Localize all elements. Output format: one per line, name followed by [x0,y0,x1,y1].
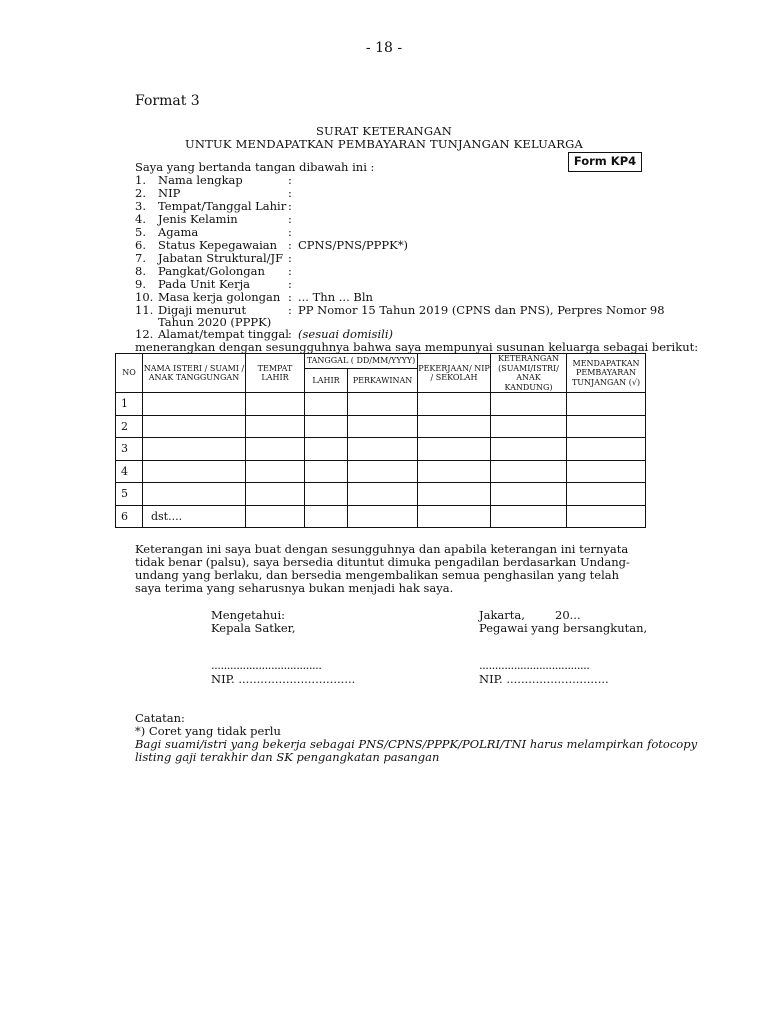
field-label: Masa kerja golongan [158,290,281,304]
field-value: (sesuai domisili) [298,327,393,341]
table-row [116,438,646,461]
row-number: 2 [116,415,143,438]
field-number: 5. [135,225,146,239]
field-colon: : [288,327,292,341]
sign-right-title: Pegawai yang bersangkutan, [479,621,648,635]
field-service-length [135,290,635,303]
sign-right-nip: NIP. ............................ [479,672,609,686]
header-no: NO [116,354,143,393]
field-colon: : [288,264,292,278]
cell [246,483,305,506]
field-birth [135,199,635,212]
cell [567,415,646,438]
header-date-birth: LAHIR [305,369,348,393]
field-value: ... Thn ... Bln [298,290,373,304]
form-code-badge: Form KP4 [568,152,642,172]
table-row [116,393,646,416]
field-label: Pangkat/Golongan [158,264,265,278]
header-date-group: TANGGAL ( DD/MM/YYYY) [305,354,418,369]
field-colon: : [288,251,292,265]
header-birthplace: TEMPAT LAHIR [246,354,305,393]
field-value: PP Nomor 15 Tahun 2019 (CPNS dan PNS), Perpres Nomor 98 [298,303,665,317]
cell [305,460,348,483]
table-row [116,483,646,506]
row-name [143,438,246,461]
field-colon: : [288,212,292,226]
table-row [116,505,646,528]
header-allowance: MENDAPATKAN PEMBAYARAN TUNJANGAN (√) [567,354,646,393]
sign-right-signature-line: ................................... [479,658,590,672]
header-relation: KETERANGAN (SUAMI/ISTRI/ ANAK KANDUNG) [491,354,567,393]
field-colon: : [288,303,292,317]
field-salary-basis-continuation: Tahun 2020 (PPPK) [158,315,272,329]
field-number: 4. [135,212,146,226]
field-colon: : [288,277,292,291]
cell [491,460,567,483]
field-number: 1. [135,173,146,187]
field-number: 12. [135,327,154,341]
field-number: 7. [135,251,146,265]
field-colon: : [288,238,292,252]
field-colon: : [288,186,292,200]
field-label: Jabatan Struktural/JF [158,251,284,265]
sign-left-signature-line: ................................... [211,658,322,672]
cell [567,483,646,506]
cell [418,393,491,416]
cell [246,415,305,438]
notes-item-2-continuation: listing gaji terakhir dan SK pengangkatan pasangan [135,750,440,764]
cell [567,505,646,528]
cell [246,438,305,461]
field-label: Agama [158,225,199,239]
sign-left-known: Mengetahui: [211,608,285,622]
field-employment-status [135,238,635,251]
field-gender [135,212,635,225]
cell [348,460,418,483]
cell [305,438,348,461]
table-row [116,460,646,483]
field-position [135,251,635,264]
cell [418,415,491,438]
cell [348,483,418,506]
field-label: Digaji menurut [158,303,247,317]
field-number: 9. [135,277,146,291]
field-colon: : [288,173,292,187]
cell [348,415,418,438]
field-address [135,327,635,340]
field-label: Alamat/tempat tinggal [158,327,289,341]
field-value: CPNS/PNS/PPPK*) [298,238,408,252]
cell [305,415,348,438]
page-number: - 18 - [365,40,403,56]
sign-right-year: 20... [555,608,581,622]
cell [567,393,646,416]
cell [348,505,418,528]
header-name: NAMA ISTERI / SUAMI / ANAK TANGGUNGAN [143,354,246,393]
cell [305,483,348,506]
statement-paragraph: Keterangan ini saya buat dengan sesungguhnya dan apabila keterangan ini ternyata tidak benar (palsu), saya bersedia dituntut dimuka pengadilan berdasarkan Undang-undang yang berlaku, dan bersedia mengembalikan semua penghasilan yang telah saya terima yang seharusnya bukan menjadi hak saya. [135,542,630,595]
field-label: Tempat/Tanggal Lahir [158,199,287,213]
field-religion [135,225,635,238]
row-name [143,483,246,506]
cell [348,393,418,416]
cell [418,460,491,483]
field-label: NIP [158,186,181,200]
field-number: 8. [135,264,146,278]
field-colon: : [288,290,292,304]
sign-left-title: Kepala Satker, [211,621,296,635]
field-label: Status Kepegawaian [158,238,278,252]
field-number: 2. [135,186,146,200]
cell [491,505,567,528]
cell [491,438,567,461]
notes-item-2: Bagi suami/istri yang bekerja sebagai PNS/CPNS/PPPK/POLRI/TNI harus melampirkan fotocopy [135,737,698,751]
field-label: Jenis Kelamin [158,212,238,226]
table-row [116,415,646,438]
field-work-unit [135,277,635,290]
header-date-marriage: PERKAWINAN [348,369,418,393]
family-table [115,353,646,528]
document-title: SURAT KETERANGAN [315,124,453,138]
row-number: 4 [116,460,143,483]
cell [246,393,305,416]
field-colon: : [288,199,292,213]
cell [348,438,418,461]
row-number: 3 [116,438,143,461]
cell [246,505,305,528]
row-number: 5 [116,483,143,506]
row-number: 1 [116,393,143,416]
sign-right-place: Jakarta, [479,608,525,622]
field-label: Nama lengkap [158,173,243,187]
cell [418,505,491,528]
cell [305,393,348,416]
intro-text: Saya yang bertanda tangan dibawah ini : [135,160,375,174]
row-number: 6 [116,505,143,528]
sign-left-nip: NIP. ................................ [211,672,356,686]
row-name [143,415,246,438]
declaration-text: menerangkan dengan sesungguhnya bahwa saya mempunyai susunan keluarga sebagai berikut: [135,340,699,354]
cell [491,415,567,438]
cell [246,460,305,483]
field-nip [135,186,635,199]
cell [418,438,491,461]
field-colon: : [288,225,292,239]
notes-item-1: *) Coret yang tidak perlu [135,724,281,738]
field-number: 3. [135,199,146,213]
document-subtitle: UNTUK MENDAPATKAN PEMBAYARAN TUNJANGAN KELUARGA [185,137,583,151]
field-label: Pada Unit Kerja [158,277,251,291]
cell [418,483,491,506]
format-label: Format 3 [135,93,200,109]
notes-heading: Catatan: [135,711,185,725]
row-name [143,460,246,483]
cell [491,393,567,416]
cell [305,505,348,528]
header-job: PEKERJAAN/ NIP / SEKOLAH [418,354,491,393]
field-number: 11. [135,303,154,317]
cell [567,460,646,483]
field-number: 10. [135,290,154,304]
row-name [143,393,246,416]
cell [491,483,567,506]
field-rank [135,264,635,277]
row-name: dst.... [143,505,246,528]
field-full-name [135,173,635,186]
field-number: 6. [135,238,146,252]
cell [567,438,646,461]
